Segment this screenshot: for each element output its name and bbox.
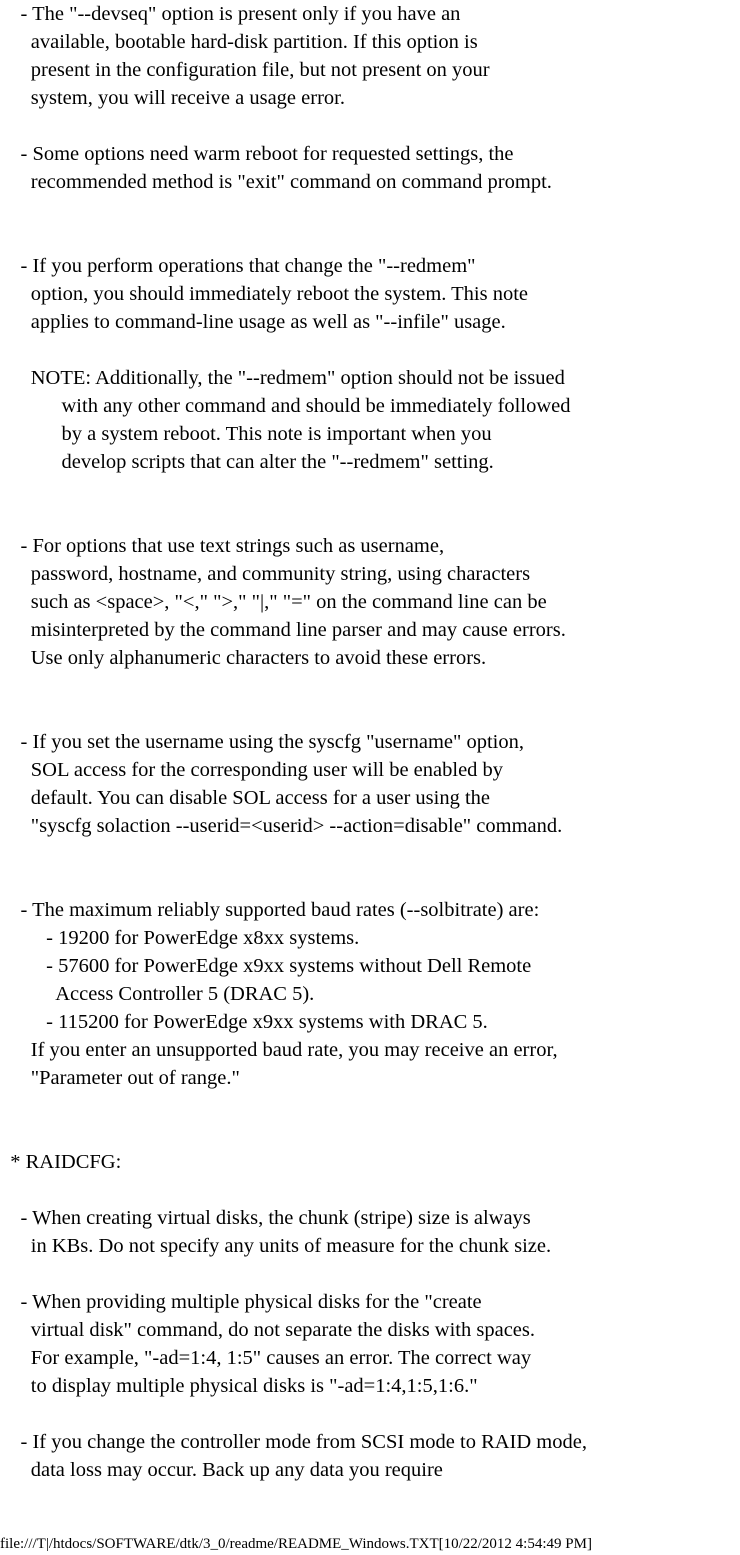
text-line: - The maximum reliably supported baud rates (--solbitrate) are:: [0, 899, 540, 921]
text-line: data loss may occur. Back up any data you require: [0, 1459, 443, 1481]
text-line: - 57600 for PowerEdge x9xx systems without Dell Remote: [0, 955, 532, 977]
text-line: - Some options need warm reboot for requested settings, the: [0, 143, 514, 165]
text-line: - For options that use text strings such as username,: [0, 535, 445, 557]
text-line: recommended method is "exit" command on command prompt.: [0, 171, 552, 193]
text-line: available, bootable hard-disk partition. If this option is: [0, 31, 478, 53]
text-line: - The "--devseq" option is present only if you have an: [0, 3, 461, 25]
text-line: to display multiple physical disks is "-ad=1:4,1:5,1:6.": [0, 1375, 478, 1397]
text-line: - 115200 for PowerEdge x9xx systems with DRAC 5.: [0, 1011, 488, 1033]
text-line: misinterpreted by the command line parser and may cause errors.: [0, 619, 566, 641]
text-line: * RAIDCFG:: [0, 1151, 122, 1173]
text-line: default. You can disable SOL access for a user using the: [0, 787, 490, 809]
text-line: such as <space>, "<," ">," "|," "=" on the command line can be: [0, 591, 547, 613]
text-line: virtual disk" command, do not separate the disks with spaces.: [0, 1319, 536, 1341]
text-line: Use only alphanumeric characters to avoid these errors.: [0, 647, 487, 669]
text-line: "syscfg solaction --userid=<userid> --action=disable" command.: [0, 815, 563, 837]
text-line: - If you change the controller mode from SCSI mode to RAID mode,: [0, 1431, 587, 1453]
text-line: - When providing multiple physical disks for the "create: [0, 1291, 482, 1313]
text-line: applies to command-line usage as well as "--infile" usage.: [0, 311, 506, 333]
text-line: Access Controller 5 (DRAC 5).: [0, 983, 315, 1005]
text-line: by a system reboot. This note is important when you: [0, 423, 492, 445]
page-footer-url: file:///T|/htdocs/SOFTWARE/dtk/3_0/readme/README_Windows.TXT[10/22/2012 4:54:49 PM]: [0, 1536, 592, 1552]
text-line: "Parameter out of range.": [0, 1067, 240, 1089]
text-line: with any other command and should be immediately followed: [0, 395, 571, 417]
text-line: - If you set the username using the syscfg "username" option,: [0, 731, 524, 753]
text-line: SOL access for the corresponding user will be enabled by: [0, 759, 504, 781]
text-line: - If you perform operations that change the "--redmem": [0, 255, 476, 277]
text-line: develop scripts that can alter the "--redmem" setting.: [0, 451, 494, 473]
text-line: For example, "-ad=1:4, 1:5" causes an error. The correct way: [0, 1347, 532, 1369]
text-line: NOTE: Additionally, the "--redmem" option should not be issued: [0, 367, 565, 389]
text-line: - 19200 for PowerEdge x8xx systems.: [0, 927, 360, 949]
text-line: present in the configuration file, but not present on your: [0, 59, 490, 81]
text-line: option, you should immediately reboot the system. This note: [0, 283, 529, 305]
text-line: - When creating virtual disks, the chunk (stripe) size is always: [0, 1207, 531, 1229]
text-line: system, you will receive a usage error.: [0, 87, 345, 109]
text-line: password, hostname, and community string, using characters: [0, 563, 531, 585]
text-line: in KBs. Do not specify any units of measure for the chunk size.: [0, 1235, 552, 1257]
text-line: If you enter an unsupported baud rate, you may receive an error,: [0, 1039, 558, 1061]
